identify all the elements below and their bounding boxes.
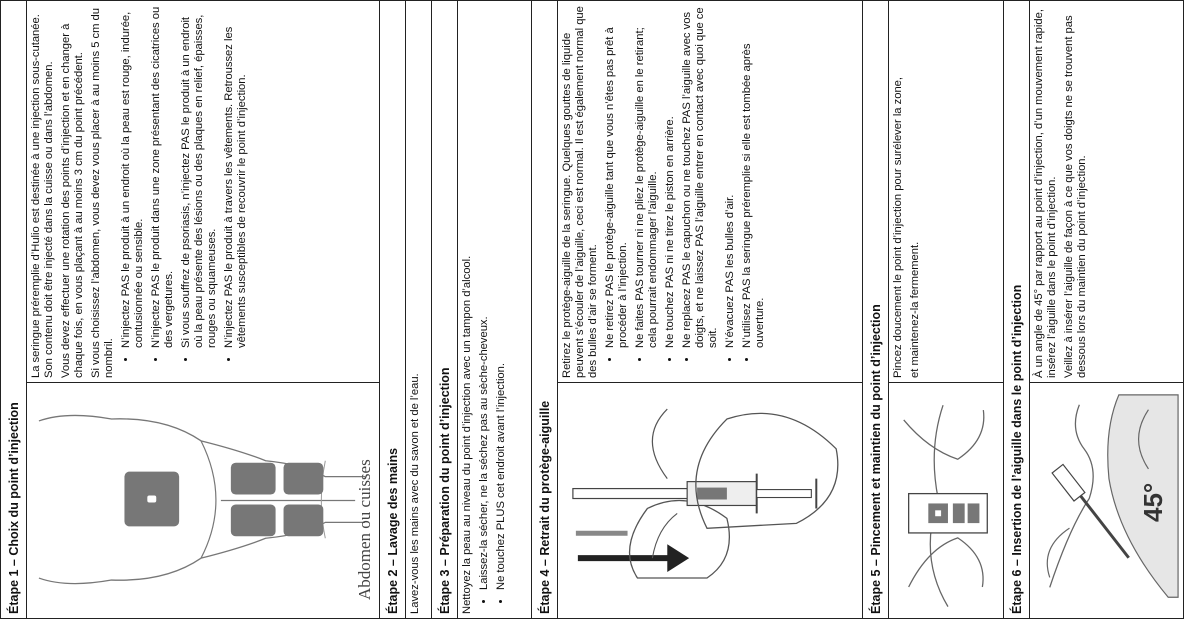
step4-bullet: • Ne retirez PAS le protège-aiguille tant que vous n’êtes pas prêt à procéder à l’injection. [604, 5, 630, 348]
step4-bullet: • N’utilisez PAS la seringue préremplie si elle est tombée après ouverture. [741, 5, 767, 348]
step4-text [558, 1, 862, 382]
step3-bullet: • Laissez-la sécher, ne la séchez pas au sèche-cheveux. [478, 5, 491, 590]
abdomen-thighs-label: Abdomen ou cuisses [355, 459, 374, 600]
remove-needle-cap-icon [558, 383, 862, 618]
step1-paragraph-2: Vous devez effectuer une rotation des points d’injection et en changer à chaque fois, en vous plaçant à au moins 3 cm du point précédent. [59, 23, 85, 378]
step3-title: Étape 3 – Préparation du point d’injection [432, 1, 458, 618]
step1-section [0, 0, 380, 619]
step1-bullet: • N’injectez PAS le produit dans une zone présentant des cicatrices ou des vergetures. [150, 5, 176, 348]
step1-illustration [27, 382, 379, 618]
step2-text: Lavez-vous les mains avec du savon et de l’eau. [409, 373, 421, 614]
step6-illustration [1030, 382, 1183, 618]
step1-bullet: • N’injectez PAS le produit à travers les vêtements. Retroussez les vêtements susceptibles de recouvrir le point d’injection. [223, 5, 249, 348]
angle-label: 45° [1138, 482, 1168, 522]
step3-bullet: • Ne touchez PLUS cet endroit avant l’injection. [495, 5, 508, 590]
step5-paragraph-1: Pincez doucement le point d’injection pour surélever la zone, [892, 77, 904, 378]
step5-paragraph-2: et maintenez-la fermement. [908, 241, 921, 378]
left-thigh-zone [231, 504, 276, 536]
step5-title: Étape 5 – Pincement et maintien du point d’injection [863, 1, 889, 618]
step3-text [458, 1, 531, 618]
pinch-skin-icon [889, 383, 1003, 618]
step4-bullet-list [604, 5, 767, 378]
step4-title: Étape 4 – Retrait du protège-aiguille [532, 1, 558, 618]
step1-bullet: • N’injectez PAS le produit à un endroit où la peau est rouge, indurée, contusionnée ou sensible. [120, 5, 146, 348]
step3-bullet-list [478, 5, 508, 614]
abdomen-thighs-diagram-icon [27, 383, 379, 618]
step4-paragraph-1: Retirez le protège-aiguille de la seringue. Quelques gouttes de liquide peuvent s’écouler de l’aiguille, ceci est normal. Il est également normal que des bulles d’air se forment. [561, 6, 599, 378]
step2-title: Étape 2 – Lavage des mains [380, 1, 406, 618]
step1-paragraph-1: La seringue préremplie d’Hulio est destinée à une injection sous-cutanée. Son contenu doit être injecté dans la cuisse ou dans l’abdomen. [30, 14, 55, 378]
step1-paragraph-3: Si vous choisissez l’abdomen, vous devez vous placer à au moins 5 cm du nombril. [89, 8, 115, 378]
step4-bullet: • Ne replacez PAS le capuchon ou ne touchez PAS l’aiguille avec vos doigts, et ne laissez PAS l’aiguille entrer en contact avec quoi que ce soit. [681, 5, 720, 348]
step6-paragraph-1: À un angle de 45° par rapport au point d’injection, d’un mouvement rapide, insérez l’aiguille dans le point d’injection. [1033, 9, 1058, 378]
step4-section [531, 0, 863, 619]
step4-bullet: • Ne touchez PAS ni ne tirez le piston en arrière. [664, 5, 677, 348]
step5-text [889, 1, 1003, 382]
step6-text [1030, 1, 1183, 382]
step4-bullet: • Ne faites PAS tourner ni ne pliez le protège-aiguille en le retirant; cela pourrait endommager l’aiguille. [634, 5, 660, 348]
step4-illustration [558, 382, 862, 618]
step2-section [379, 0, 432, 619]
step6-title: Étape 6 – Insertion de l’aiguille dans le point d’injection [1004, 1, 1030, 618]
step6-paragraph-2: Veillez à insérer l’aiguille de façon à ce que vos doigts ne se trouvent pas dessous lors du maintien du point d’injection. [1062, 15, 1088, 378]
right-thigh-zone [231, 463, 276, 495]
step5-section [862, 0, 1004, 619]
step4-bullet: • N’évacuez PAS les bulles d’air. [724, 5, 737, 348]
step6-section [1003, 0, 1184, 619]
step1-bullet-list [120, 5, 249, 378]
step1-text [27, 1, 379, 382]
step3-section [431, 0, 532, 619]
step3-paragraph: Nettoyez la peau au niveau du point d’injection avec un tampon d’alcool. [461, 255, 473, 614]
step1-bullet: • Si vous souffrez de psoriasis, n’injectez PAS le produit à un endroit où la peau présente des lésions ou des plaques en relief, épaisses, rouges ou squameuses. [180, 5, 219, 348]
step1-title: Étape 1 – Choix du point d’injection [1, 1, 27, 618]
step5-illustration [889, 382, 1003, 618]
